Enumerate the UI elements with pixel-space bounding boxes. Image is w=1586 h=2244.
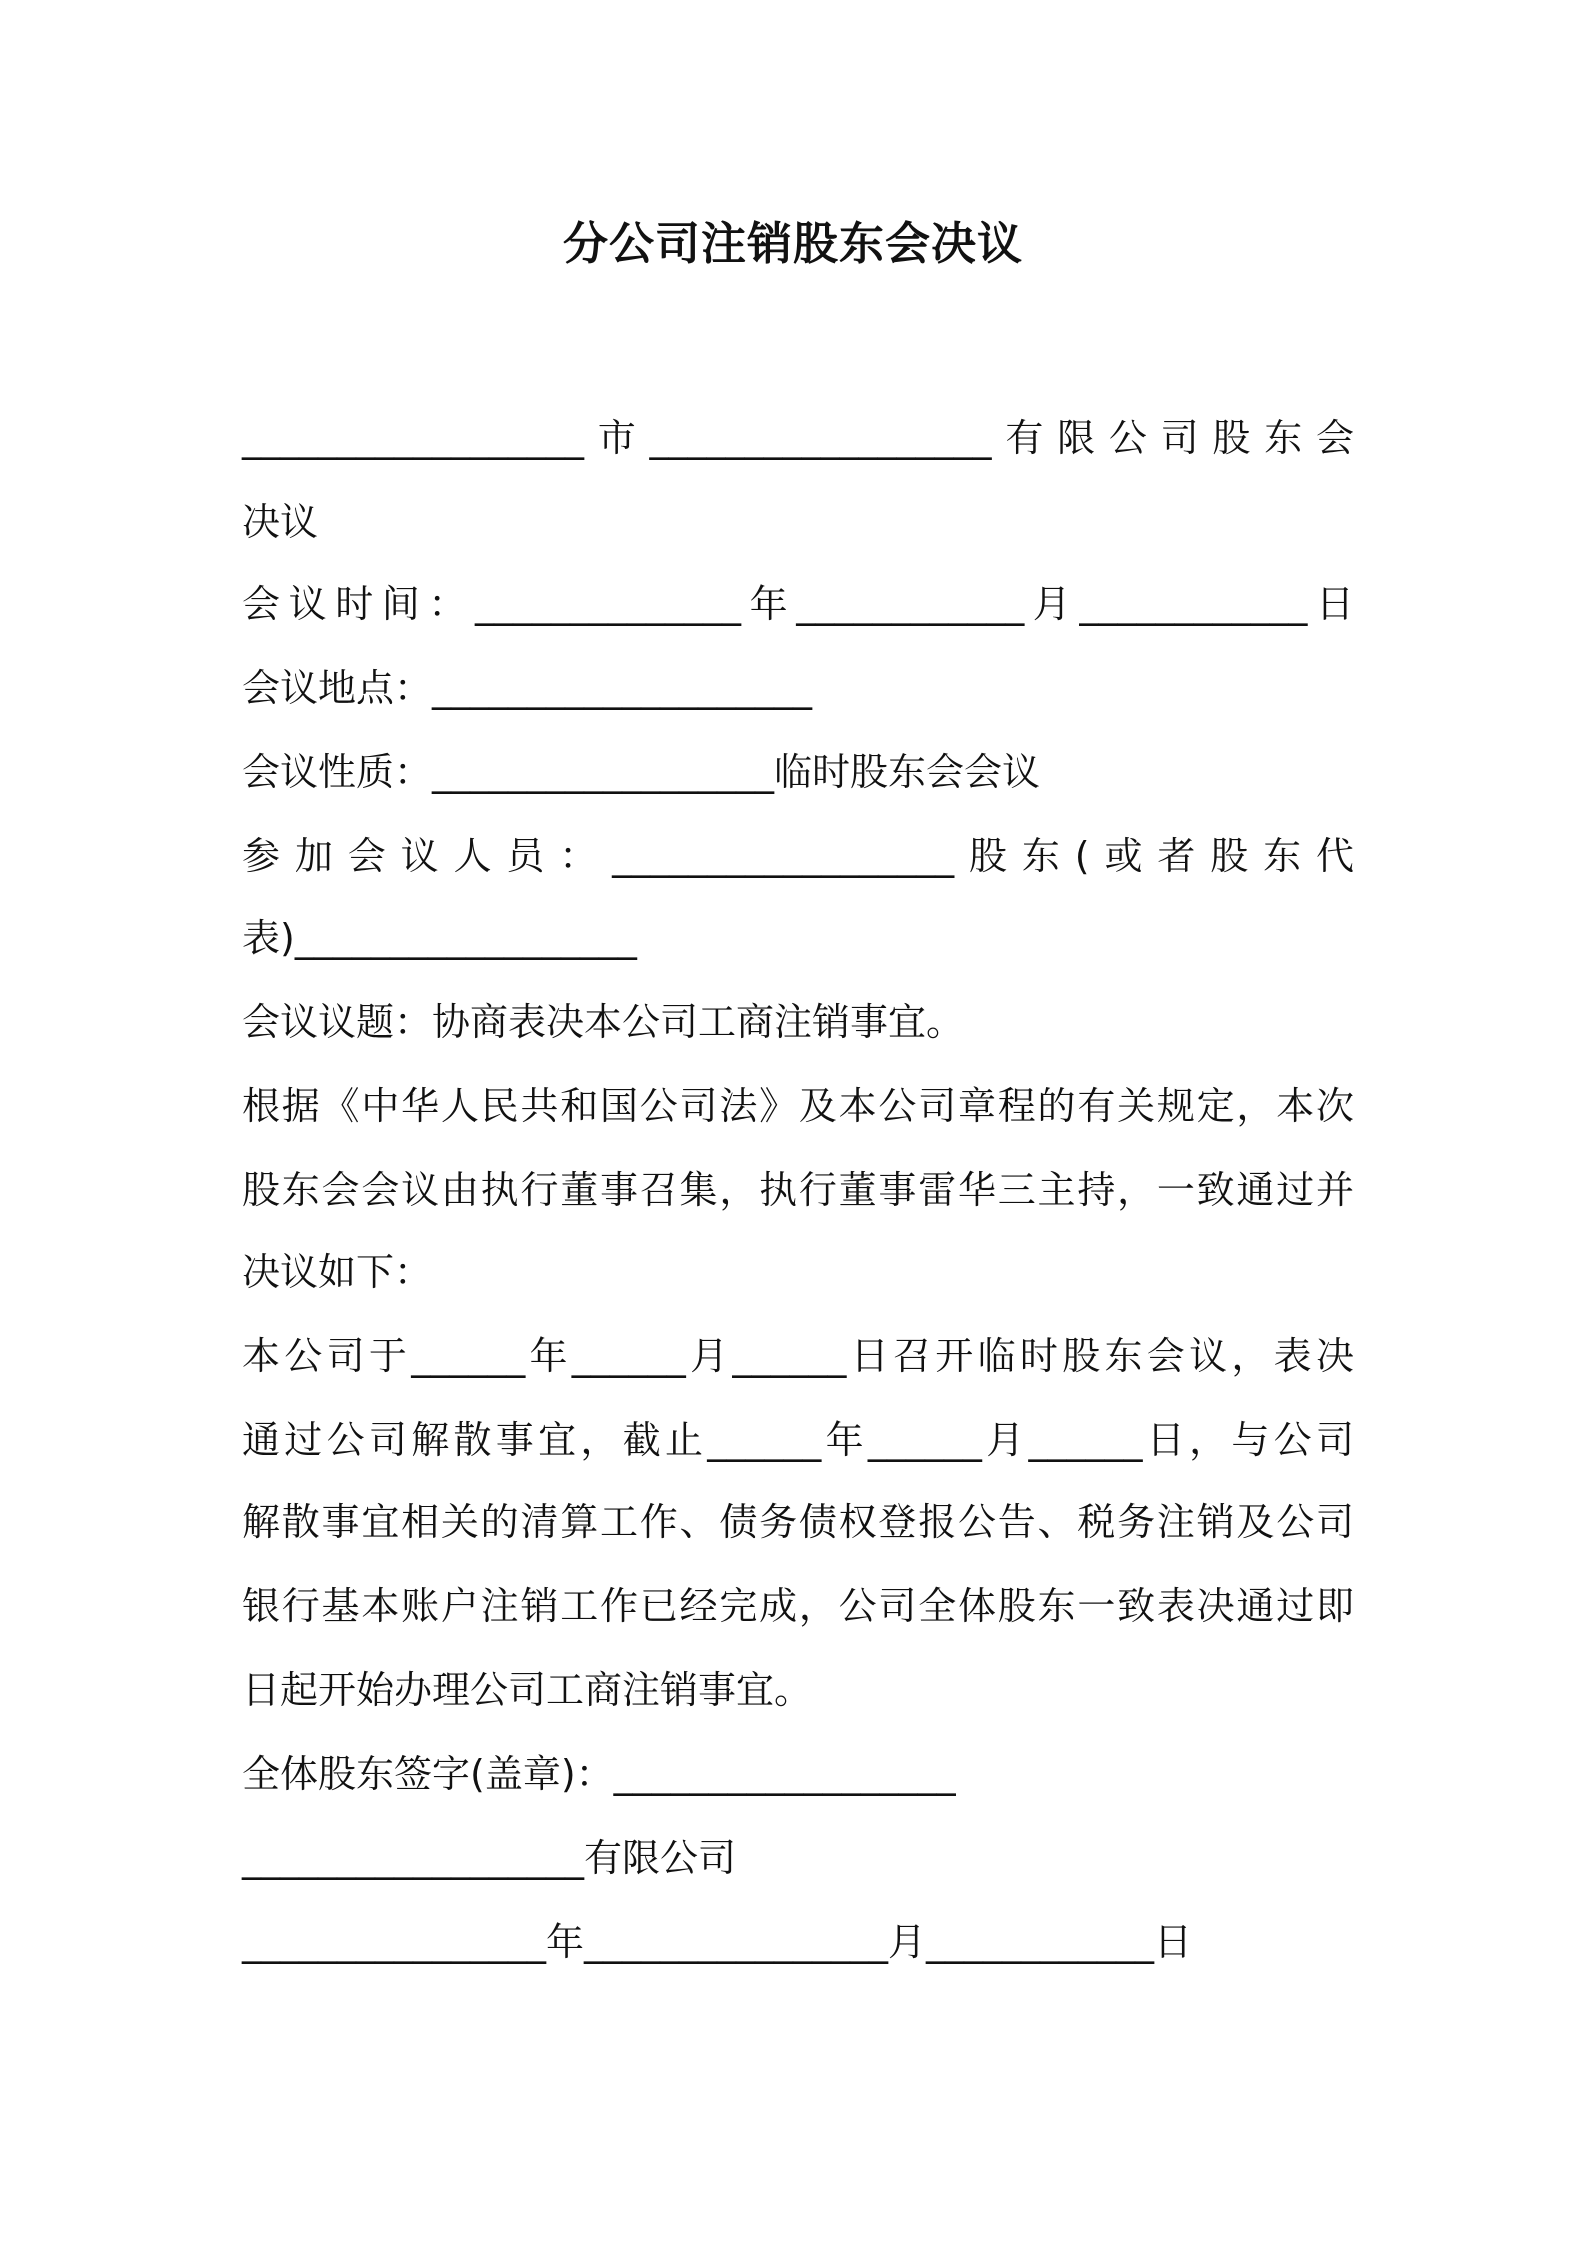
text-line: ________________年________________月____________日 <box>242 1920 1193 1964</box>
text-line: 通过公司解散事宜，截止______年______月______日，与公司 <box>242 1418 1354 1462</box>
text-line: 本公司于______年______月______日召开临时股东会议，表决 <box>242 1334 1354 1378</box>
text-line: 银行基本账户注销工作已经完成，公司全体股东一致表决通过即 <box>242 1584 1354 1628</box>
document-title: 分公司注销股东会决议 <box>562 217 1023 270</box>
text-line: 参加会议人员：__________________股东(或者股东代 <box>242 834 1354 878</box>
text-line: 解散事宜相关的清算工作、债务债权登报公告、税务注销及公司 <box>242 1500 1354 1544</box>
text-line: 根据《中华人民共和国公司法》及本公司章程的有关规定，本次 <box>242 1084 1354 1128</box>
text-line: 会议议题：协商表决本公司工商注销事宜。 <box>242 1000 965 1044</box>
text-line: 表)__________________ <box>242 916 637 960</box>
text-line: 日起开始办理公司工商注销事宜。 <box>242 1668 813 1712</box>
text-line: __________________市__________________有限公司股东会 <box>242 416 1354 460</box>
text-line: 全体股东签字(盖章)：__________________ <box>242 1752 956 1796</box>
text-line: 股东会会议由执行董事召集，执行董事雷华三主持，一致通过并 <box>242 1168 1354 1212</box>
text-line: 决议如下： <box>242 1250 433 1294</box>
text-line: 会议时间：______________年____________月____________日 <box>242 582 1354 626</box>
text-line: 会议性质：__________________临时股东会会议 <box>242 750 1041 794</box>
text-line: 决议 <box>242 500 319 544</box>
text-line: 会议地点：____________________ <box>242 666 813 710</box>
text-line: __________________有限公司 <box>242 1836 737 1880</box>
